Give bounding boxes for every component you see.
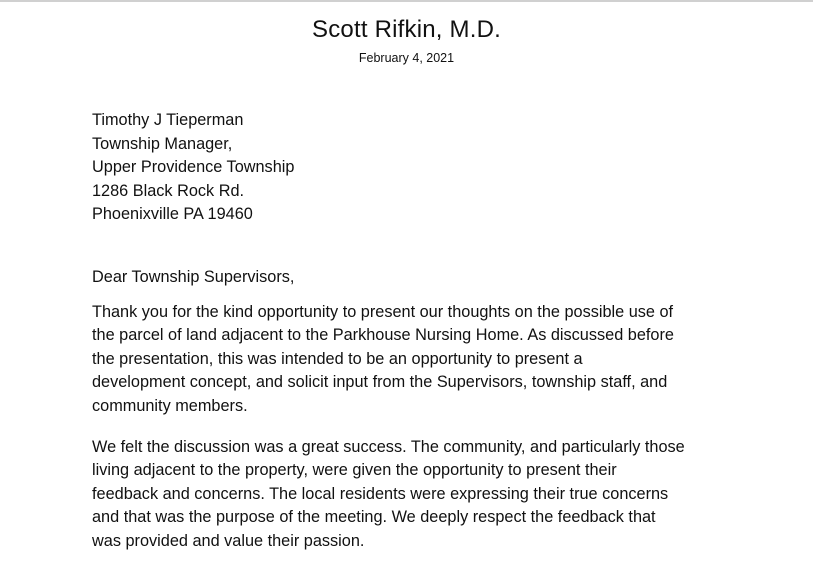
recipient-name: Timothy J Tieperman [92,111,244,129]
recipient-title: Township Manager, [92,134,233,153]
paragraph-line: living adjacent to the property, were given the opportunity to present their [92,461,617,480]
letterhead-name: Scott Rifkin, M.D. [312,16,501,43]
paragraph-line: the parcel of land adjacent to the Parkhouse Nursing Home. As discussed before [92,326,674,345]
paragraph-line: Thank you for the kind opportunity to present our thoughts on the possible use of [92,303,674,321]
recipient-address [92,109,294,227]
paragraph-line: the presentation, this was intended to be an opportunity to present a [92,349,583,368]
paragraph-line: community members. [92,396,248,415]
paragraph-line: development concept, and solicit input from the Supervisors, township staff, and [92,373,668,392]
paragraph-line: was provided and value their passion. [92,531,365,550]
letter-date: February 4, 2021 [358,51,455,65]
recipient-city: Phoenixville PA 19460 [92,205,253,224]
recipient-street: 1286 Black Rock Rd. [92,181,245,200]
body-paragraph-1 [92,301,732,418]
paragraph-line: feedback and concerns. The local residents were expressing their true concerns [92,484,669,503]
paragraph-line: We felt the discussion was a great success. The community, and particularly those [92,438,685,456]
body-paragraph-2 [92,436,732,553]
recipient-organization: Upper Providence Township [92,158,295,177]
paragraph-line: and that was the purpose of the meeting. We deeply respect the feedback that [92,508,656,527]
salutation: Dear Township Supervisors, [92,268,295,286]
